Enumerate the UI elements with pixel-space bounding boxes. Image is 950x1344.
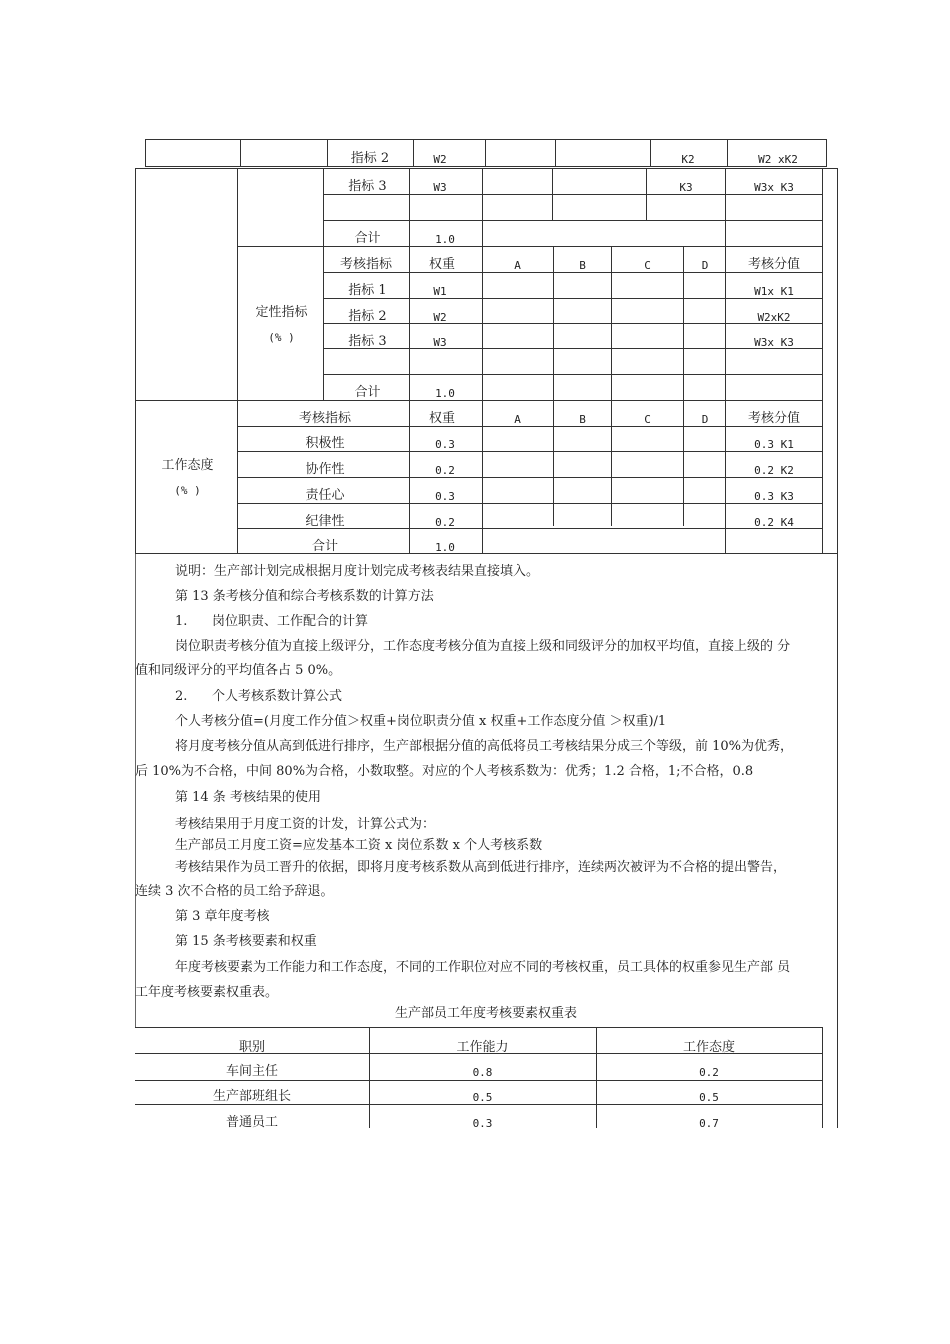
annual-header-ability: 工作能力 xyxy=(456,1040,509,1055)
article-14-heading: 第 14 条 考核结果的使用 xyxy=(175,790,321,805)
annual-cell-ability: 0.8 xyxy=(472,1066,493,1079)
qual-total-label: 合计 xyxy=(354,385,381,400)
attitude-row-label: 责任心 xyxy=(305,488,345,503)
chapter-3-heading: 第 3 章年度考核 xyxy=(175,909,270,924)
annual-header-role: 职别 xyxy=(238,1040,265,1055)
top-row-weight: W2 xyxy=(433,153,447,166)
attitude-row-score: 0.2 K2 xyxy=(754,464,794,477)
paragraph: 后 10%为不合格，中间 80%为合格，小数取整。对应的个人考核系数为：优秀；1.2 合格，1;不合格，0.8 xyxy=(135,764,754,779)
list-number: 2. xyxy=(175,689,188,704)
annual-cell-role: 生产部班组长 xyxy=(212,1089,291,1104)
annual-cell-role: 车间主任 xyxy=(225,1064,278,1079)
annual-table-title: 生产部员工年度考核要素权重表 xyxy=(394,1006,577,1021)
attitude-header-weight: 权重 xyxy=(428,411,455,426)
attitude-row-weight: 0.3 xyxy=(435,490,455,503)
attitude-row-weight: 0.2 xyxy=(435,516,455,529)
attitude-row-weight: 0.3 xyxy=(435,438,455,451)
quant-row-label: 指标 3 xyxy=(348,179,387,194)
paragraph: 连续 3 次不合格的员工给予辞退。 xyxy=(135,884,334,899)
qual-row-label: 指标 3 xyxy=(348,334,387,349)
qual-header-d: D xyxy=(701,259,709,272)
qual-row-weight: W1 xyxy=(433,285,447,298)
top-row-label: 指标 2 xyxy=(350,151,390,166)
qual-row-score: W2xK2 xyxy=(757,311,791,324)
top-row-k: K2 xyxy=(681,153,695,166)
annual-cell-attitude: 0.2 xyxy=(699,1066,719,1079)
qual-row-label: 指标 2 xyxy=(348,309,387,324)
qual-header-a: A xyxy=(514,259,521,272)
qual-row-score: W1x K1 xyxy=(754,285,794,298)
qual-header-indicator: 考核指标 xyxy=(339,257,392,272)
annual-cell-ability: 0.5 xyxy=(472,1091,493,1104)
paragraph: 年度考核要素为工作能力和工作态度，不同的工作职位对应不同的考核权重，员工具体的权重参见生产部 员 xyxy=(175,960,791,975)
annual-cell-ability: 0.3 xyxy=(472,1117,493,1130)
attitude-header-a: A xyxy=(514,413,521,426)
paragraph: 岗位职责考核分值为直接上级评分，工作态度考核分值为直接上级和同级评分的加权平均值，直接上级的 分 xyxy=(175,639,791,654)
formula: 生产部员工月度工资=应发基本工资 x 岗位系数 x 个人考核系数 xyxy=(175,838,543,853)
paragraph: 工年度考核要素权重表。 xyxy=(135,985,279,1000)
list-text: 岗位职责、工作配合的计算 xyxy=(212,614,369,629)
quant-row-k: K3 xyxy=(679,181,693,194)
article-13-heading: 第 13 条考核分值和综合考核系数的计算方法 xyxy=(175,589,434,604)
paragraph: 考核结果用于月度工资的计发，计算公式为： xyxy=(175,817,436,832)
qual-section-label: 定性指标 xyxy=(255,305,308,320)
attitude-header-b: B xyxy=(579,413,586,426)
attitude-header-indicator: 考核指标 xyxy=(298,411,351,426)
attitude-total-label: 合计 xyxy=(311,539,338,554)
attitude-row-score: 0.3 K1 xyxy=(754,438,794,451)
quant-row-score: W3x K3 xyxy=(754,181,794,194)
annual-cell-attitude: 0.5 xyxy=(699,1091,719,1104)
quant-total-weight: 1.0 xyxy=(435,233,455,246)
attitude-header-c: C xyxy=(644,413,651,426)
annual-header-attitude: 工作态度 xyxy=(682,1040,735,1055)
qual-section-unit: (% ) xyxy=(268,331,295,344)
qual-row-weight: W2 xyxy=(433,311,447,324)
top-row-score: W2 xK2 xyxy=(758,153,798,166)
qual-row-score: W3x K3 xyxy=(754,336,794,349)
paragraph: 值和同级评分的平均值各占 5 0%。 xyxy=(135,663,342,678)
attitude-row-score: 0.3 K3 xyxy=(754,490,794,503)
qual-row-weight: W3 xyxy=(433,336,447,349)
qual-header-c: C xyxy=(644,259,651,272)
attitude-row-score: 0.2 K4 xyxy=(754,516,794,529)
attitude-total-weight: 1.0 xyxy=(435,541,455,554)
qual-row-label: 指标 1 xyxy=(348,283,387,298)
note-paragraph: 说明：生产部计划完成根据月度计划完成考核表结果直接填入。 xyxy=(175,564,540,579)
formula: 个人考核分值=(月度工作分值＞权重+岗位职责分值 x 权重+工作态度分值 ＞权重)/1 xyxy=(175,714,667,729)
attitude-row-label: 协作性 xyxy=(305,462,345,477)
attitude-row-label: 积极性 xyxy=(305,436,345,451)
quant-row-weight: W3 xyxy=(433,181,447,194)
quant-total-label: 合计 xyxy=(354,231,381,246)
annual-cell-attitude: 0.7 xyxy=(699,1117,719,1130)
article-15-heading: 第 15 条考核要素和权重 xyxy=(175,934,317,949)
attitude-section-unit: (% ) xyxy=(174,484,201,497)
qual-header-weight: 权重 xyxy=(428,257,455,272)
attitude-row-label: 纪律性 xyxy=(305,514,345,529)
attitude-header-score: 考核分值 xyxy=(747,411,800,426)
qual-header-score: 考核分值 xyxy=(747,257,800,272)
paragraph: 考核结果作为员工晋升的依据，即将月度考核系数从高到低进行排序，连续两次被评为不合格的提出警告， xyxy=(175,860,787,875)
list-number: 1. xyxy=(175,614,188,629)
qual-total-weight: 1.0 xyxy=(435,387,455,400)
list-text: 个人考核系数计算公式 xyxy=(212,689,343,704)
qual-header-b: B xyxy=(579,259,586,272)
attitude-section-label: 工作态度 xyxy=(161,458,214,473)
attitude-row-weight: 0.2 xyxy=(435,464,455,477)
annual-cell-role: 普通员工 xyxy=(225,1115,278,1130)
paragraph: 将月度考核分值从高到低进行排序，生产部根据分值的高低将员工考核结果分成三个等级，前 10%为优秀， xyxy=(175,739,794,754)
attitude-header-d: D xyxy=(701,413,709,426)
